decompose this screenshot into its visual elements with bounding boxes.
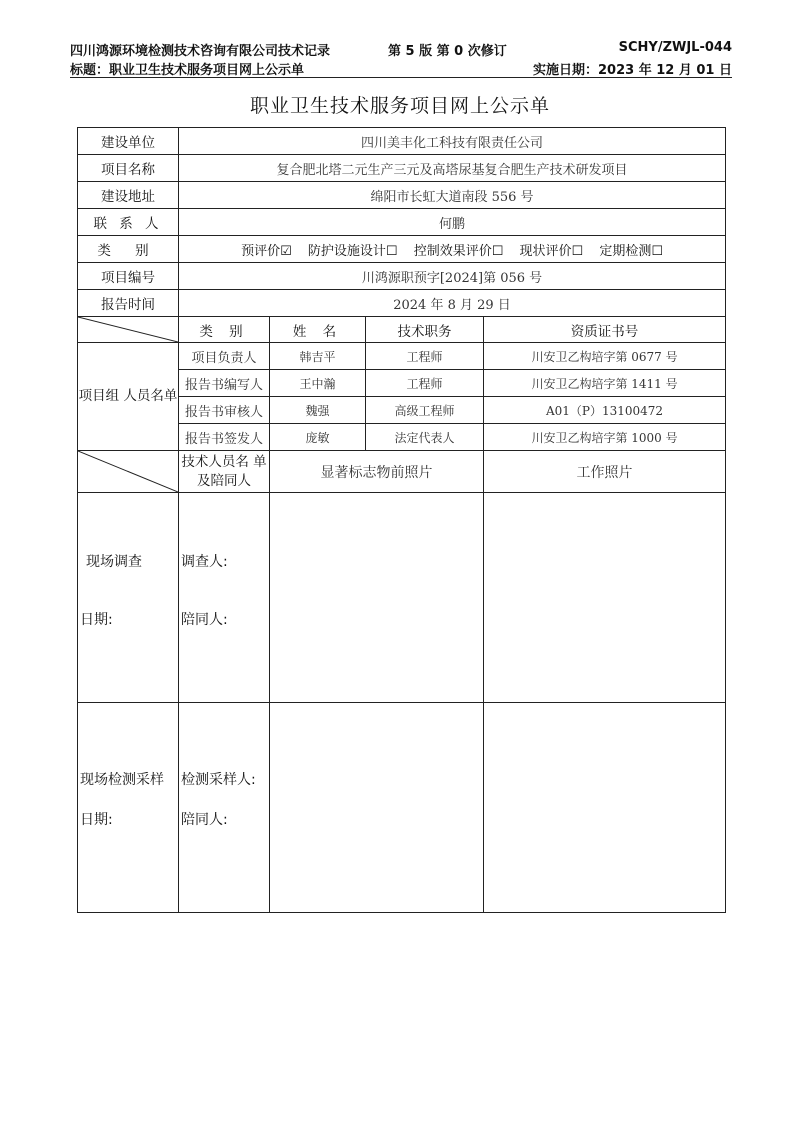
diagonal-corner-cell <box>78 451 179 493</box>
photo-col-sign: 显著标志物前照片 <box>270 451 484 493</box>
staff-role: 报告书审核人 <box>179 397 270 424</box>
staff-name: 韩吉平 <box>270 343 366 370</box>
staff-group-label: 项目组 人员名单 <box>78 343 179 451</box>
sampling-companion-label: 陪同人: <box>181 812 228 828</box>
page-title: 职业卫生技术服务项目网上公示单 <box>249 95 550 117</box>
photo-col-staff: 技术人员名 单及陪同人 <box>179 451 270 493</box>
row-site-sampling <box>78 703 726 913</box>
row-category <box>78 236 726 263</box>
checkbox-icon: ☐ <box>385 243 398 259</box>
row-project-number <box>78 263 726 290</box>
sampling-work-photo <box>484 703 726 913</box>
diagonal-line-icon <box>78 451 178 492</box>
survey-companion-label: 陪同人: <box>181 612 228 628</box>
staff-cert: 川安卫乙构培字第 0677 号 <box>484 343 726 370</box>
disclosure-form-table <box>77 127 726 913</box>
row-construction-unit <box>78 128 726 155</box>
row-project-name <box>78 155 726 182</box>
survey-people-cell <box>179 493 270 703</box>
report-time-value: 2024 年 8 月 29 日 <box>179 290 726 317</box>
checkbox-icon: ☐ <box>491 243 504 259</box>
project-number-value: 川鸿源职预字[2024]第 056 号 <box>179 263 726 290</box>
header-code: SCHY/ZWJL-044 <box>618 40 732 55</box>
document-header-line-2 <box>70 59 732 77</box>
row-contact <box>78 209 726 236</box>
survey-label: 现场调查 <box>86 554 142 570</box>
category-option-pre-evaluation[interactable]: 预评价☑ <box>241 243 292 259</box>
row-staff-header <box>78 317 726 343</box>
sampling-people-cell <box>179 703 270 913</box>
sampling-date-label: 日期: <box>80 812 113 828</box>
staff-title: 工程师 <box>366 370 484 397</box>
staff-col-name: 姓 名 <box>270 317 366 343</box>
project-name-label: 项目名称 <box>78 155 179 182</box>
staff-title: 高级工程师 <box>366 397 484 424</box>
header-subject: 标题：职业卫生技术服务项目网上公示单 <box>70 63 305 78</box>
category-option-periodic-testing[interactable]: 定期检测☐ <box>599 243 663 259</box>
photo-col-work: 工作照片 <box>484 451 726 493</box>
category-option-status-evaluation[interactable]: 现状评价☐ <box>519 243 584 259</box>
checkbox-icon: ☐ <box>571 243 584 259</box>
staff-cert: 川安卫乙构培字第 1000 号 <box>484 424 726 451</box>
survey-investigator-label: 调查人: <box>181 554 228 570</box>
checkbox-icon: ☐ <box>651 243 663 259</box>
row-site-survey <box>78 493 726 703</box>
document-header-line-1 <box>70 40 732 58</box>
staff-cert: 川安卫乙构培字第 1411 号 <box>484 370 726 397</box>
unit-label: 建设单位 <box>78 128 179 155</box>
staff-col-category: 类 别 <box>179 317 270 343</box>
staff-role: 报告书签发人 <box>179 424 270 451</box>
checked-box-icon: ☑ <box>280 243 292 259</box>
diagonal-line-icon <box>78 317 178 342</box>
sampling-sampler-label: 检测采样人: <box>181 772 256 788</box>
category-label: 类 别 <box>78 236 179 263</box>
address-value: 绵阳市长虹大道南段 556 号 <box>179 182 726 209</box>
contact-value: 何鹏 <box>179 209 726 236</box>
unit-value: 四川美丰化工科技有限责任公司 <box>179 128 726 155</box>
row-photo-header <box>78 451 726 493</box>
sampling-label-cell <box>78 703 179 913</box>
staff-role: 项目负责人 <box>179 343 270 370</box>
survey-date-label: 日期: <box>80 612 113 628</box>
staff-role: 报告书编写人 <box>179 370 270 397</box>
staff-row <box>78 343 726 370</box>
address-label: 建设地址 <box>78 182 179 209</box>
staff-title: 工程师 <box>366 343 484 370</box>
staff-name: 魏强 <box>270 397 366 424</box>
survey-work-photo <box>484 493 726 703</box>
header-edition: 第 5 版 第 0 次修订 <box>388 44 507 59</box>
staff-col-title: 技术职务 <box>366 317 484 343</box>
header-org: 四川鸿源环境检测技术咨询有限公司技术记录 <box>70 44 331 59</box>
survey-label-cell <box>78 493 179 703</box>
staff-name: 庞敏 <box>270 424 366 451</box>
category-option-control-evaluation[interactable]: 控制效果评价☐ <box>413 243 504 259</box>
contact-label: 联 系 人 <box>78 209 179 236</box>
staff-col-cert: 资质证书号 <box>484 317 726 343</box>
staff-title: 法定代表人 <box>366 424 484 451</box>
category-option-protection-design[interactable]: 防护设施设计☐ <box>307 243 398 259</box>
category-options <box>179 236 726 263</box>
report-time-label: 报告时间 <box>78 290 179 317</box>
project-name-value: 复合肥北塔二元生产三元及高塔尿基复合肥生产技术研发项目 <box>179 155 726 182</box>
row-report-time <box>78 290 726 317</box>
staff-name: 王中瀚 <box>270 370 366 397</box>
diagonal-corner-cell <box>78 317 179 343</box>
project-number-label: 项目编号 <box>78 263 179 290</box>
row-address <box>78 182 726 209</box>
header-effective-date: 实施日期：2023 年 12 月 01 日 <box>533 63 732 78</box>
sampling-label: 现场检测采样 <box>80 772 164 788</box>
staff-cert: A01（P）13100472 <box>484 397 726 424</box>
survey-sign-photo <box>270 493 484 703</box>
header-rule <box>70 77 732 78</box>
sampling-sign-photo <box>270 703 484 913</box>
